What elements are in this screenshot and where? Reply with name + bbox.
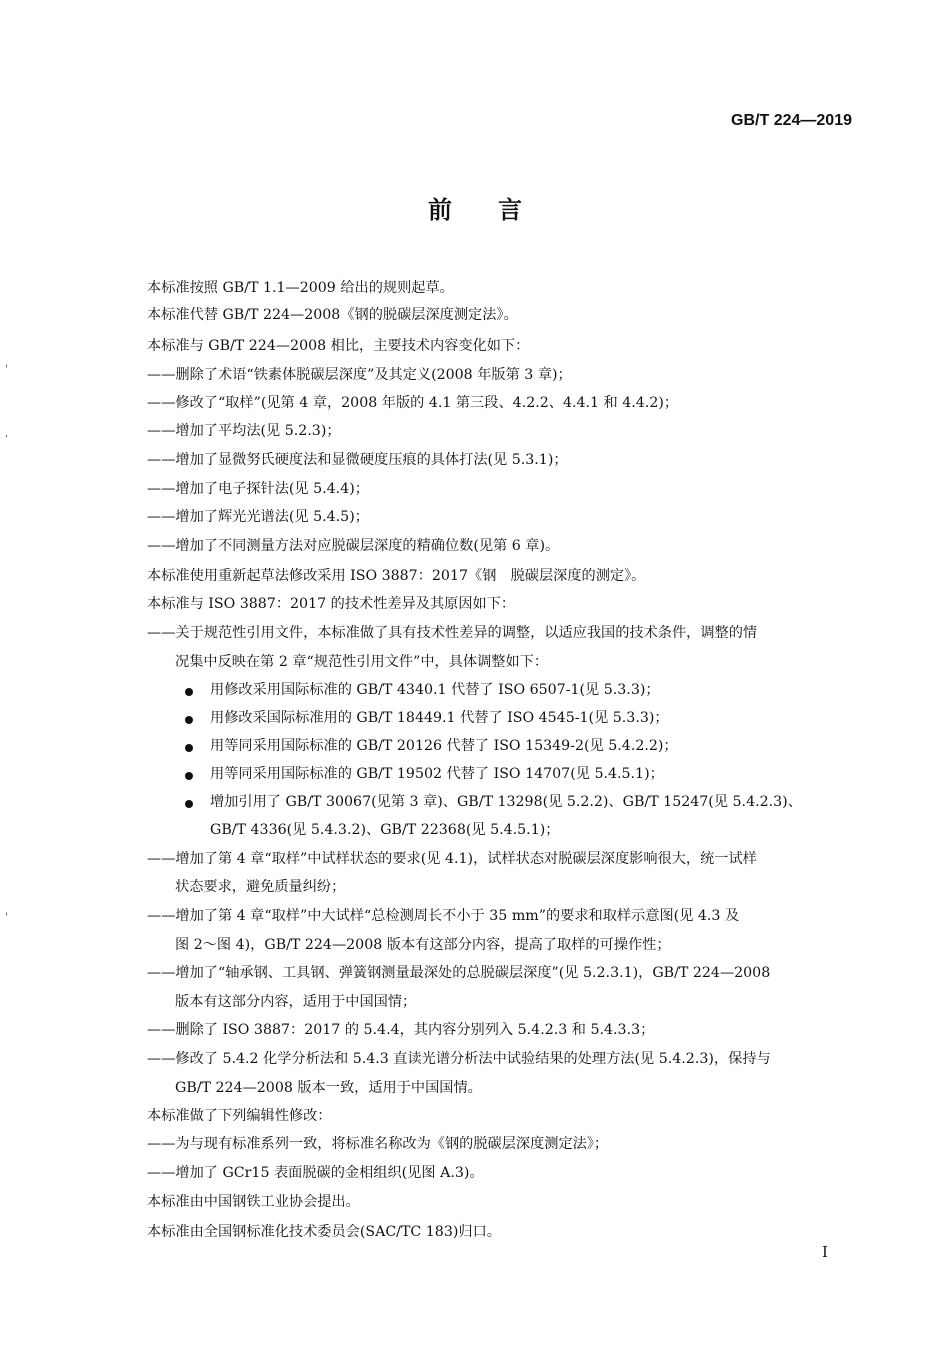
text-line: 本标准做了下列编辑性修改： (147, 1108, 332, 1124)
bullet-icon (185, 688, 193, 696)
text-line: 本标准代替 GB/T 224—2008《钢的脱碳层深度测定法》。 (147, 307, 518, 323)
text-line: ——增加了 GCr15 表面脱碳的金相组织(见图 A.3)。 (147, 1165, 484, 1181)
text-line: ——增加了显微努氏硬度法和显微硬度压痕的具体打法(见 5.3.1)； (147, 452, 568, 468)
page-title: 前言 (428, 196, 568, 224)
scan-mark: ' (5, 364, 8, 375)
bullet-icon (185, 800, 193, 808)
text-line: ——修改了“取样”(见第 4 章，2008 年版的 4.1 第三段、4.2.2、4.4.1 和 4.4.2)； (147, 395, 679, 411)
text-line: ——删除了术语“铁素体脱碳层深度”及其定义(2008 年版第 3 章)； (147, 367, 572, 383)
text-line: ——关于规范性引用文件，本标准做了具有技术性差异的调整，以适应我国的技术条件，调整的情 (147, 625, 758, 641)
text-line: ——增加了第 4 章“取样”中试样状态的要求(见 4.1)，试样状态对脱碳层深度影响很大，统一试样 (147, 851, 757, 867)
text-line: 状态要求，避免质量纠纷； (175, 879, 346, 895)
list-item: 用等同采用国际标准的 GB/T 20126 代替了 ISO 15349-2(见 5.4.2.2)； (210, 738, 678, 754)
bullet-icon (185, 772, 193, 780)
bullet-icon (185, 744, 193, 752)
text-line: ——增加了第 4 章“取样”中大试样“总检测周长不小于 35 mm”的要求和取样示意图(见 4.3 及 (147, 908, 740, 924)
text-line: ——增加了不同测量方法对应脱碳层深度的精确位数(见第 6 章)。 (147, 538, 560, 554)
list-item: 用修改采用国际标准的 GB/T 4340.1 代替了 ISO 6507-1(见 5.3.3)； (210, 682, 660, 698)
text-line: 本标准由全国钢标准化技术委员会(SAC/TC 183)归口。 (147, 1224, 501, 1240)
text-line: ——增加了电子探针法(见 5.4.4)； (147, 481, 369, 497)
text-line: ——增加了平均法(见 5.2.3)； (147, 423, 341, 439)
text-line: 图 2～图 4)，GB/T 224—2008 版本有这部分内容，提高了取样的可操作性； (175, 937, 671, 953)
scan-mark: ' (5, 912, 8, 923)
text-line: ——增加了辉光光谱法(见 5.4.5)； (147, 509, 369, 525)
text-line: GB/T 224—2008 版本一致，适用于中国国情。 (175, 1080, 482, 1096)
text-line: ——为与现有标准系列一致，将标准名称改为《钢的脱碳层深度测定法》； (147, 1136, 609, 1152)
bullet-icon (185, 716, 193, 724)
standard-code: GB/T 224—2019 (731, 112, 852, 129)
text-line: 本标准与 ISO 3887：2017 的技术性差异及其原因如下： (147, 596, 516, 612)
text-line: ——删除了 ISO 3887：2017 的 5.4.4，其内容分别列入 5.4.2.3 和 5.4.3.3； (147, 1022, 655, 1038)
list-item: GB/T 4336(见 5.4.3.2)、GB/T 22368(见 5.4.5.1)； (210, 822, 560, 838)
scan-mark: , (5, 428, 9, 439)
text-line: 本标准使用重新起草法修改采用 ISO 3887：2017《钢 脱碳层深度的测定》。 (147, 568, 646, 584)
text-line: ——增加了“轴承钢、工具钢、弹簧钢测量最深处的总脱碳层深度”(见 5.2.3.1)，GB/T 224—2008 (147, 965, 771, 981)
text-line: 本标准按照 GB/T 1.1—2009 给出的规则起草。 (147, 280, 454, 296)
list-item: 用等同采用国际标准的 GB/T 19502 代替了 ISO 14707(见 5.4.5.1)； (210, 766, 664, 782)
text-line: 版本有这部分内容，适用于中国国情； (175, 994, 417, 1010)
text-line: ——修改了 5.4.2 化学分析法和 5.4.3 直读光谱分析法中试验结果的处理方法(见 5.4.2.3)，保持与 (147, 1051, 771, 1067)
page-number: I (822, 1243, 828, 1261)
list-item: 增加引用了 GB/T 30067(见第 3 章)、GB/T 13298(见 5.2.2)、GB/T 15247(见 5.4.2.3)、 (210, 794, 802, 810)
text-line: 本标准由中国钢铁工业协会提出。 (147, 1194, 360, 1210)
text-line: 况集中反映在第 2 章“规范性引用文件”中，具体调整如下： (175, 654, 549, 670)
list-item: 用修改采国际标准用的 GB/T 18449.1 代替了 ISO 4545-1(见 5.3.3)； (210, 710, 669, 726)
text-line: 本标准与 GB/T 224—2008 相比，主要技术内容变化如下： (147, 338, 530, 354)
